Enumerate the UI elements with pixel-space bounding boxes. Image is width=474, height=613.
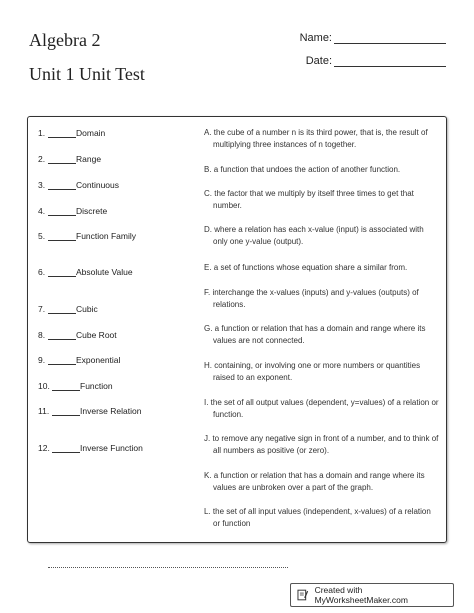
matching-box — [27, 116, 447, 543]
question-term: Cube Root — [76, 330, 117, 340]
answer-option: B. a function that undoes the action of another function. — [204, 165, 401, 174]
date-line[interactable] — [334, 54, 446, 67]
date-label: Date: — [305, 55, 332, 67]
question-number: 9. — [38, 355, 46, 365]
question-number: 2. — [38, 154, 46, 164]
answer-blank[interactable] — [48, 303, 76, 314]
page-subtitle: Unit 1 Unit Test — [29, 64, 145, 84]
question-term: Continuous — [76, 180, 120, 190]
question-term: Absolute Value — [76, 267, 133, 277]
dotted-divider — [48, 567, 288, 568]
answer-blank[interactable] — [48, 266, 76, 277]
answer-option: J. to remove any negative sign in front of a number, and to think of all numbers as positive (or zero). — [204, 434, 439, 455]
question-number: 1. — [38, 128, 46, 138]
answer-option: D. where a relation has each x-value (input) is associated with only one y-value (output). — [204, 225, 424, 246]
question-number: 8. — [38, 330, 46, 340]
question-number: 4. — [38, 206, 46, 216]
question-item — [38, 303, 146, 315]
question-number: 10. — [38, 381, 50, 391]
answer-option: C. the factor that we multiply by itself three times to get that number. — [204, 189, 414, 210]
answer-blank[interactable] — [48, 329, 76, 340]
question-item — [38, 354, 146, 366]
answer-blank[interactable] — [48, 354, 76, 365]
question-term: Function — [80, 381, 113, 391]
answer-blank[interactable] — [48, 230, 76, 241]
question-item — [38, 405, 150, 417]
answer-option: E. a set of functions whose equation share a similar from. — [204, 263, 408, 272]
answer-blank[interactable] — [52, 442, 80, 453]
question-item — [38, 442, 150, 454]
name-label: Name: — [299, 32, 332, 44]
date-field[interactable] — [296, 54, 446, 67]
question-item — [38, 266, 146, 278]
question-term: Exponential — [76, 355, 121, 365]
question-number: 5. — [38, 231, 46, 241]
question-item — [38, 230, 146, 242]
question-term: Domain — [76, 128, 106, 138]
question-term: Discrete — [76, 206, 108, 216]
answer-blank[interactable] — [52, 380, 80, 391]
answer-option: H. containing, or involving one or more numbers or quantities raised to an exponent. — [204, 361, 421, 382]
question-term: Cubic — [76, 304, 98, 314]
question-term: Inverse Function — [80, 443, 143, 453]
answer-option: G. a function or relation that has a domain and range where its values are not connected. — [204, 324, 426, 345]
answer-option: F. interchange the x-values (inputs) and y-values (outputs) of relations. — [204, 288, 419, 309]
question-term: Inverse Relation — [80, 406, 142, 416]
question-number: 12. — [38, 443, 50, 453]
answer-blank[interactable] — [48, 153, 76, 164]
pencil-paper-icon — [297, 589, 309, 601]
answer-blank[interactable] — [52, 405, 80, 416]
answer-blank[interactable] — [48, 127, 76, 138]
answer-option: L. the set of all input values (independent, x-values) of a relation or function — [204, 507, 431, 528]
question-item — [38, 329, 146, 341]
question-item — [38, 179, 146, 191]
answer-blank[interactable] — [48, 205, 76, 216]
question-number: 7. — [38, 304, 46, 314]
footer-badge-text: Created with MyWorksheetMaker.com — [314, 585, 408, 605]
answer-option: I. the set of all output values (dependent, y=values) of a relation or function. — [204, 398, 439, 419]
question-item — [38, 127, 146, 139]
question-item — [38, 153, 146, 165]
question-number: 3. — [38, 180, 46, 190]
question-term: Range — [76, 154, 102, 164]
answer-option: A. the cube of a number n is its third power, that is, the result of multiplying three instances of n together. — [204, 128, 428, 149]
footer-badge[interactable] — [290, 583, 454, 607]
answer-option: K. a function or relation that has a domain and range where its values are unbroken over a part of the graph. — [204, 471, 425, 492]
answer-blank[interactable] — [48, 179, 76, 190]
question-number: 11. — [38, 406, 50, 416]
question-term: Function Family — [76, 231, 136, 241]
name-line[interactable] — [334, 31, 446, 44]
page-title: Algebra 2 — [29, 30, 101, 50]
question-number: 6. — [38, 267, 46, 277]
question-item — [38, 380, 150, 392]
name-field[interactable] — [296, 31, 446, 44]
question-item — [38, 205, 146, 217]
